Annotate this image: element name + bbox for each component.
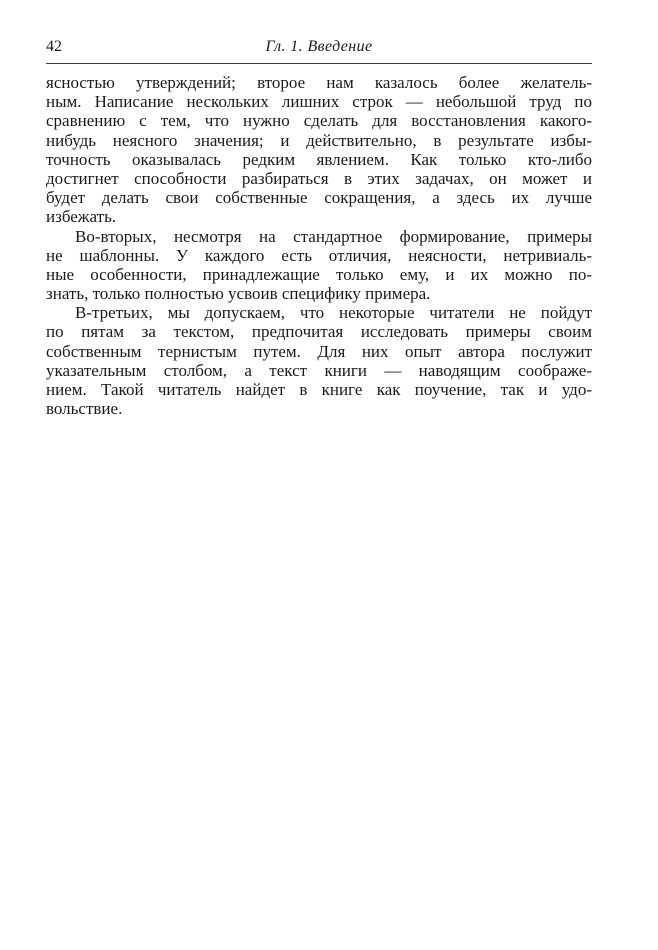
running-head	[46, 34, 592, 60]
text-line: собственным тернистым путем. Для них опыт автора послужит	[46, 341, 592, 361]
text-line: будет делать свои собственные сокращения, а здесь их лучше	[46, 188, 592, 208]
text-line: точность оказывалась редким явлением. Как только кто-либо	[46, 149, 592, 169]
header-rule	[46, 63, 592, 64]
text-line: ным. Написание нескольких лишних строк — небольшой труд по	[46, 92, 592, 112]
text-line: достигнет способности разбираться в этих задачах, он может и	[46, 168, 592, 188]
text-line: нибудь неясного значения; и действительно, в результате избы-	[46, 130, 592, 150]
page-number: 42	[46, 38, 62, 55]
text-line: вольствие.	[46, 399, 123, 419]
paragraph-secondly	[46, 227, 592, 304]
paragraph-thirdly	[46, 303, 592, 418]
text-line: не шаблонны. У каждого есть отличия, неясности, нетривиаль-	[46, 245, 592, 265]
text-line: избежать.	[46, 207, 117, 227]
text-line: знать, только полностью усвоив специфику примера.	[46, 284, 431, 304]
text-line: указательным столбом, а текст книги — наводящим соображе-	[46, 360, 592, 380]
text-line: ясностью утверждений; второе нам казалось более желатель-	[46, 73, 592, 92]
running-title: Гл. 1. Введение	[265, 38, 373, 55]
text-line: ные особенности, принадлежащие только ему, и их можно по-	[46, 264, 592, 284]
paragraph-continuation	[46, 73, 592, 227]
text-line: Во-вторых, несмотря на стандартное формирование, примеры	[75, 226, 592, 246]
text-line: по пятам за текстом, предпочитая исследовать примеры своим	[46, 322, 592, 342]
text-line: В-третьих, мы допускаем, что некоторые читатели не пойдут	[75, 303, 592, 323]
text-line: нием. Такой читатель найдет в книге как поучение, так и удо-	[46, 380, 592, 399]
body-text	[46, 73, 592, 418]
text-line: сравнению с тем, что нужно сделать для восстановления какого-	[46, 111, 592, 131]
